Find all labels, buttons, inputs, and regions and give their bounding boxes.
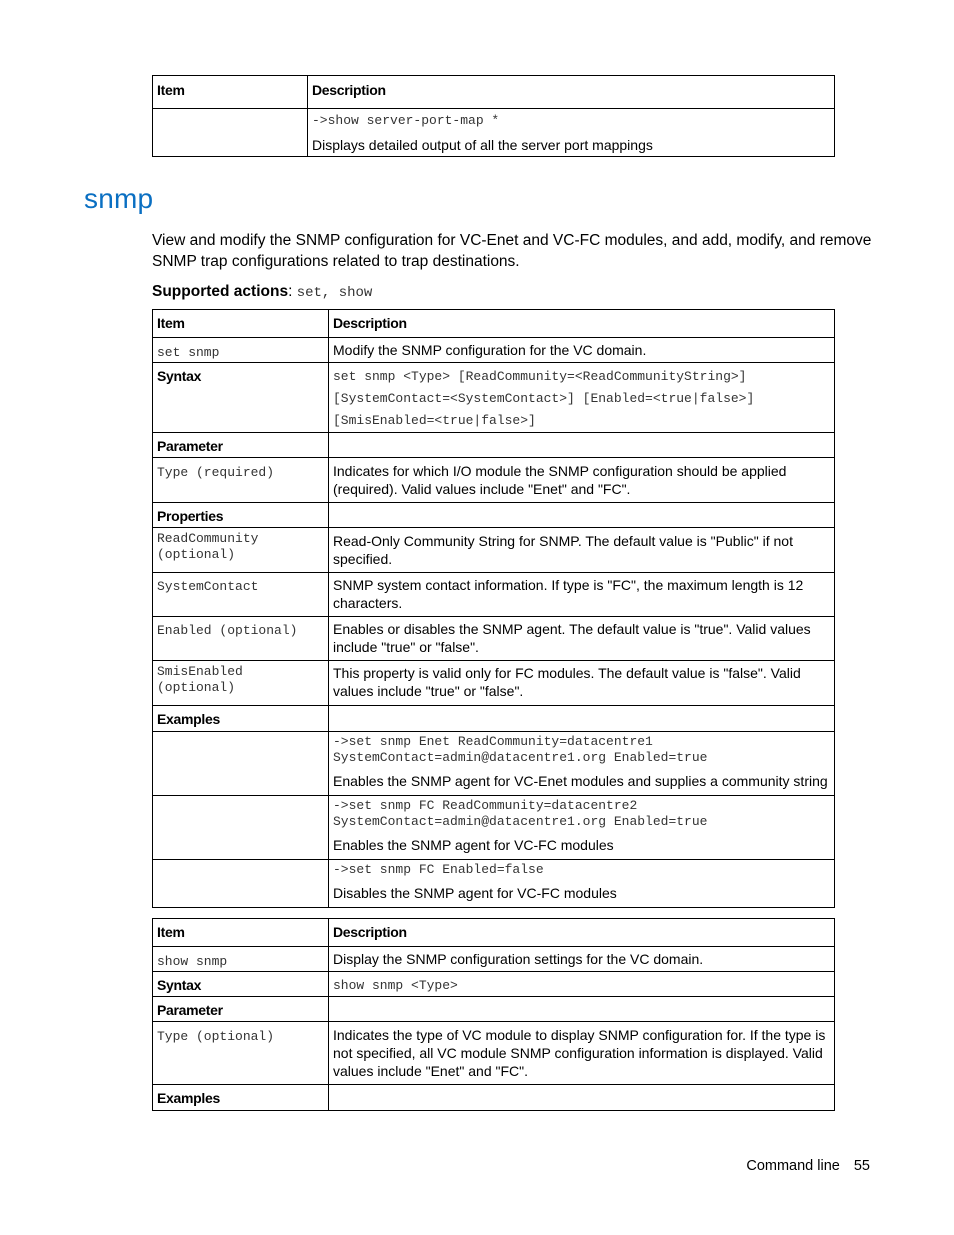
table-row: [153, 997, 835, 1022]
table-header-row: [153, 76, 835, 109]
prop-readcommunity: ReadCommunity: [157, 531, 259, 546]
header-item: Item: [157, 82, 185, 98]
table-row: [153, 458, 835, 503]
set-snmp-table: [152, 309, 835, 908]
supported-actions-values: set, show: [296, 285, 373, 301]
table-row: [153, 503, 835, 528]
table-row: [153, 363, 835, 433]
footer-section: Command line: [746, 1158, 840, 1174]
example-1-description: Enables the SNMP agent for VC-Enet modules and supplies a community string: [333, 773, 828, 789]
table-row: [153, 796, 835, 860]
header-item: Item: [157, 924, 185, 940]
syntax-line-3: [SmisEnabled=<true|false>]: [333, 413, 536, 428]
syntax-label: Syntax: [157, 368, 202, 384]
prop-systemcontact: SystemContact: [157, 579, 259, 594]
example-3-command: ->set snmp FC Enabled=false: [333, 862, 544, 877]
supported-actions-colon: :: [288, 283, 293, 300]
table-row: [153, 1085, 835, 1111]
header-item: Item: [157, 315, 185, 331]
header-description: Description: [333, 315, 407, 331]
parameter-label: Parameter: [157, 438, 223, 454]
table-row: [153, 1022, 835, 1085]
prop-readcommunity-description: Read-Only Community String for SNMP. The default value is "Public" if not specified.: [333, 533, 793, 567]
examples-label: Examples: [157, 1090, 220, 1106]
example-description: Displays detailed output of all the server port mappings: [312, 137, 653, 153]
table-header-row: [153, 310, 835, 338]
table-row: [153, 947, 835, 972]
table-row: [153, 338, 835, 363]
table-row: [153, 617, 835, 661]
command-description: Display the SNMP configuration settings for the VC domain.: [333, 951, 704, 967]
param-type-description: Indicates the type of VC module to display SNMP configuration for. If the type is not specified, all VC module SNMP configuration information is displayed. Valid values include "Enet" and "FC".: [333, 1027, 826, 1079]
section-title: snmp: [84, 183, 154, 214]
header-description: Description: [312, 82, 386, 98]
example-2-command-2: SystemContact=admin@datacentre1.org Enabled=true: [333, 814, 708, 829]
prop-systemcontact-description: SNMP system contact information. If type is "FC", the maximum length is 12 characters.: [333, 577, 804, 611]
command-name: set snmp: [157, 345, 220, 360]
page-number: 55: [853, 1158, 870, 1174]
table-row: [153, 661, 835, 706]
example-2-command-1: ->set snmp FC ReadCommunity=datacentre2: [333, 798, 638, 813]
syntax-line-1: set snmp <Type> [ReadCommunity=<ReadCommunityString>]: [333, 369, 747, 384]
example-3-description: Disables the SNMP agent for VC-FC modules: [333, 885, 617, 901]
prop-enabled-description: Enables or disables the SNMP agent. The default value is "true". Valid values include "true" or "false".: [333, 621, 811, 655]
table-row: [153, 109, 835, 157]
param-type: Type (required): [157, 465, 275, 480]
header-description: Description: [333, 924, 407, 940]
command-name: show snmp: [157, 954, 228, 969]
supported-actions-label: Supported actions: [152, 283, 289, 300]
table-row: [153, 972, 835, 997]
table-header-row: [153, 919, 835, 947]
example-1-command-1: ->set snmp Enet ReadCommunity=datacentre1: [333, 734, 653, 749]
page-footer: [732, 1158, 870, 1174]
properties-label: Properties: [157, 508, 224, 524]
table-row: [153, 528, 835, 573]
examples-label: Examples: [157, 711, 220, 727]
param-type: Type (optional): [157, 1029, 275, 1044]
prop-smisenabled-optional: (optional): [157, 680, 236, 695]
command-description: Modify the SNMP configuration for the VC domain.: [333, 342, 647, 358]
parameter-label: Parameter: [157, 1002, 223, 1018]
table-row: [153, 706, 835, 732]
table-row: [153, 860, 835, 908]
syntax-line-2: [SystemContact=<SystemContact>] [Enabled=<true|false>]: [333, 391, 755, 406]
syntax-line: show snmp <Type>: [333, 978, 458, 993]
example-command: ->show server-port-map *: [312, 113, 500, 128]
prop-smisenabled: SmisEnabled: [157, 664, 243, 679]
table-row: [153, 732, 835, 796]
section-intro: View and modify the SNMP configuration for VC-Enet and VC-FC modules, and add, modify, and remove SNMP trap configurations related to trap destinations.: [152, 232, 872, 270]
example-1-command-2: SystemContact=admin@datacentre1.org Enabled=true: [333, 750, 708, 765]
param-type-description: Indicates for which I/O module the SNMP configuration should be applied (required). Valid values include "Enet" and "FC".: [333, 463, 787, 497]
prop-readcommunity-optional: (optional): [157, 547, 236, 562]
table-row: [153, 433, 835, 458]
prop-smisenabled-description: This property is valid only for FC modules. The default value is "false". Valid values include "true" or "false".: [333, 665, 801, 699]
syntax-label: Syntax: [157, 977, 202, 993]
show-snmp-table: [152, 918, 835, 1111]
prop-enabled: Enabled (optional): [157, 623, 298, 638]
example-2-description: Enables the SNMP agent for VC-FC modules: [333, 837, 614, 853]
server-port-map-table: [152, 75, 835, 157]
table-row: [153, 573, 835, 617]
supported-actions: [152, 282, 372, 302]
